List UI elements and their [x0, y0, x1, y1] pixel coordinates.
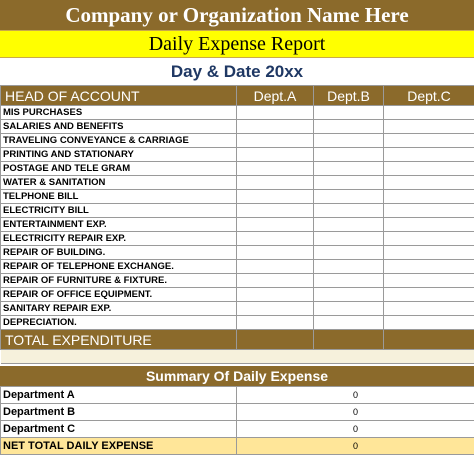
table-row — [1, 204, 474, 218]
dept-c-cell[interactable] — [384, 148, 474, 162]
total-dept-c-cell[interactable] — [384, 330, 474, 350]
dept-a-cell[interactable] — [237, 232, 314, 246]
dept-b-cell[interactable] — [314, 120, 384, 134]
net-total-label: NET TOTAL DAILY EXPENSE — [1, 438, 237, 455]
dept-b-cell[interactable] — [314, 260, 384, 274]
table-row — [1, 316, 474, 330]
table-row — [1, 120, 474, 134]
table-row — [1, 176, 474, 190]
dept-b-cell[interactable] — [314, 148, 384, 162]
account-name-cell: DEPRECIATION. — [1, 316, 237, 330]
net-total-value-cell[interactable]: 0 — [237, 438, 474, 455]
account-name-cell: REPAIR OF OFFICE EQUIPMENT. — [1, 288, 237, 302]
spacer-row — [1, 350, 474, 364]
dept-c-cell[interactable] — [384, 232, 474, 246]
account-name-cell: SALARIES AND BENEFITS — [1, 120, 237, 134]
dept-c-cell[interactable] — [384, 176, 474, 190]
summary-value-cell[interactable]: 0 — [237, 421, 474, 438]
total-expenditure-label: TOTAL EXPENDITURE — [1, 330, 237, 350]
table-row — [1, 288, 474, 302]
dept-c-cell[interactable] — [384, 246, 474, 260]
summary-row-dept-c — [1, 421, 474, 438]
account-name-cell: WATER & SANITATION — [1, 176, 237, 190]
dept-b-cell[interactable] — [314, 190, 384, 204]
account-name-cell: TELPHONE BILL — [1, 190, 237, 204]
table-row — [1, 134, 474, 148]
column-header-dept-c: Dept.C — [384, 86, 474, 106]
dept-b-cell[interactable] — [314, 162, 384, 176]
dept-c-cell[interactable] — [384, 162, 474, 176]
dept-b-cell[interactable] — [314, 106, 384, 120]
account-name-cell: SANITARY REPAIR EXP. — [1, 302, 237, 316]
table-row — [1, 260, 474, 274]
dept-c-cell[interactable] — [384, 218, 474, 232]
dept-c-cell[interactable] — [384, 288, 474, 302]
dept-c-cell[interactable] — [384, 302, 474, 316]
table-row — [1, 162, 474, 176]
expense-table-body — [1, 106, 474, 364]
dept-c-cell[interactable] — [384, 106, 474, 120]
table-row — [1, 232, 474, 246]
dept-b-cell[interactable] — [314, 302, 384, 316]
dept-a-cell[interactable] — [237, 274, 314, 288]
dept-a-cell[interactable] — [237, 190, 314, 204]
summary-row-dept-b — [1, 404, 474, 421]
account-name-cell: ENTERTAINMENT EXP. — [1, 218, 237, 232]
table-row — [1, 302, 474, 316]
column-header-dept-b: Dept.B — [314, 86, 384, 106]
dept-a-cell[interactable] — [237, 316, 314, 330]
summary-row-dept-a — [1, 387, 474, 404]
summary-label: Department B — [1, 404, 237, 421]
column-header-account: HEAD OF ACCOUNT — [1, 86, 237, 106]
account-name-cell: ELECTRICITY REPAIR EXP. — [1, 232, 237, 246]
account-name-cell: TRAVELING CONVEYANCE & CARRIAGE — [1, 134, 237, 148]
dept-c-cell[interactable] — [384, 120, 474, 134]
dept-a-cell[interactable] — [237, 148, 314, 162]
dept-a-cell[interactable] — [237, 204, 314, 218]
dept-c-cell[interactable] — [384, 190, 474, 204]
dept-c-cell[interactable] — [384, 134, 474, 148]
dept-a-cell[interactable] — [237, 162, 314, 176]
expense-table — [0, 85, 474, 364]
dept-b-cell[interactable] — [314, 288, 384, 302]
dept-c-cell[interactable] — [384, 204, 474, 218]
report-title: Daily Expense Report — [0, 30, 474, 58]
dept-b-cell[interactable] — [314, 176, 384, 190]
dept-c-cell[interactable] — [384, 260, 474, 274]
dept-b-cell[interactable] — [314, 204, 384, 218]
dept-a-cell[interactable] — [237, 288, 314, 302]
dept-a-cell[interactable] — [237, 134, 314, 148]
summary-value-cell[interactable]: 0 — [237, 387, 474, 404]
column-header-dept-a: Dept.A — [237, 86, 314, 106]
dept-b-cell[interactable] — [314, 246, 384, 260]
dept-b-cell[interactable] — [314, 274, 384, 288]
dept-b-cell[interactable] — [314, 218, 384, 232]
dept-b-cell[interactable] — [314, 316, 384, 330]
dept-a-cell[interactable] — [237, 120, 314, 134]
account-name-cell: ELECTRICITY BILL — [1, 204, 237, 218]
summary-title: Summary Of Daily Expense — [0, 366, 474, 386]
dept-a-cell[interactable] — [237, 246, 314, 260]
dept-a-cell[interactable] — [237, 176, 314, 190]
dept-a-cell[interactable] — [237, 218, 314, 232]
dept-a-cell[interactable] — [237, 260, 314, 274]
organization-name: Company or Organization Name Here — [0, 0, 474, 30]
total-expenditure-row — [1, 330, 474, 350]
summary-value-cell[interactable]: 0 — [237, 404, 474, 421]
summary-label: Department A — [1, 387, 237, 404]
account-name-cell: REPAIR OF TELEPHONE EXCHANGE. — [1, 260, 237, 274]
total-dept-a-cell[interactable] — [237, 330, 314, 350]
expense-table-header — [1, 86, 474, 106]
account-name-cell: REPAIR OF FURNITURE & FIXTURE. — [1, 274, 237, 288]
day-date-label: Day & Date 20xx — [0, 59, 474, 85]
table-row — [1, 274, 474, 288]
total-dept-b-cell[interactable] — [314, 330, 384, 350]
dept-a-cell[interactable] — [237, 106, 314, 120]
dept-a-cell[interactable] — [237, 302, 314, 316]
summary-row-net-total — [1, 438, 474, 455]
dept-b-cell[interactable] — [314, 134, 384, 148]
table-row — [1, 246, 474, 260]
dept-b-cell[interactable] — [314, 232, 384, 246]
dept-c-cell[interactable] — [384, 274, 474, 288]
table-row — [1, 148, 474, 162]
table-row — [1, 106, 474, 120]
summary-table — [0, 386, 474, 455]
account-name-cell: REPAIR OF BUILDING. — [1, 246, 237, 260]
table-row — [1, 218, 474, 232]
dept-c-cell[interactable] — [384, 316, 474, 330]
spacer-cell — [1, 350, 474, 364]
account-name-cell: POSTAGE AND TELE GRAM — [1, 162, 237, 176]
summary-label: Department C — [1, 421, 237, 438]
account-name-cell: MIS PURCHASES — [1, 106, 237, 120]
table-row — [1, 190, 474, 204]
account-name-cell: PRINTING AND STATIONARY — [1, 148, 237, 162]
